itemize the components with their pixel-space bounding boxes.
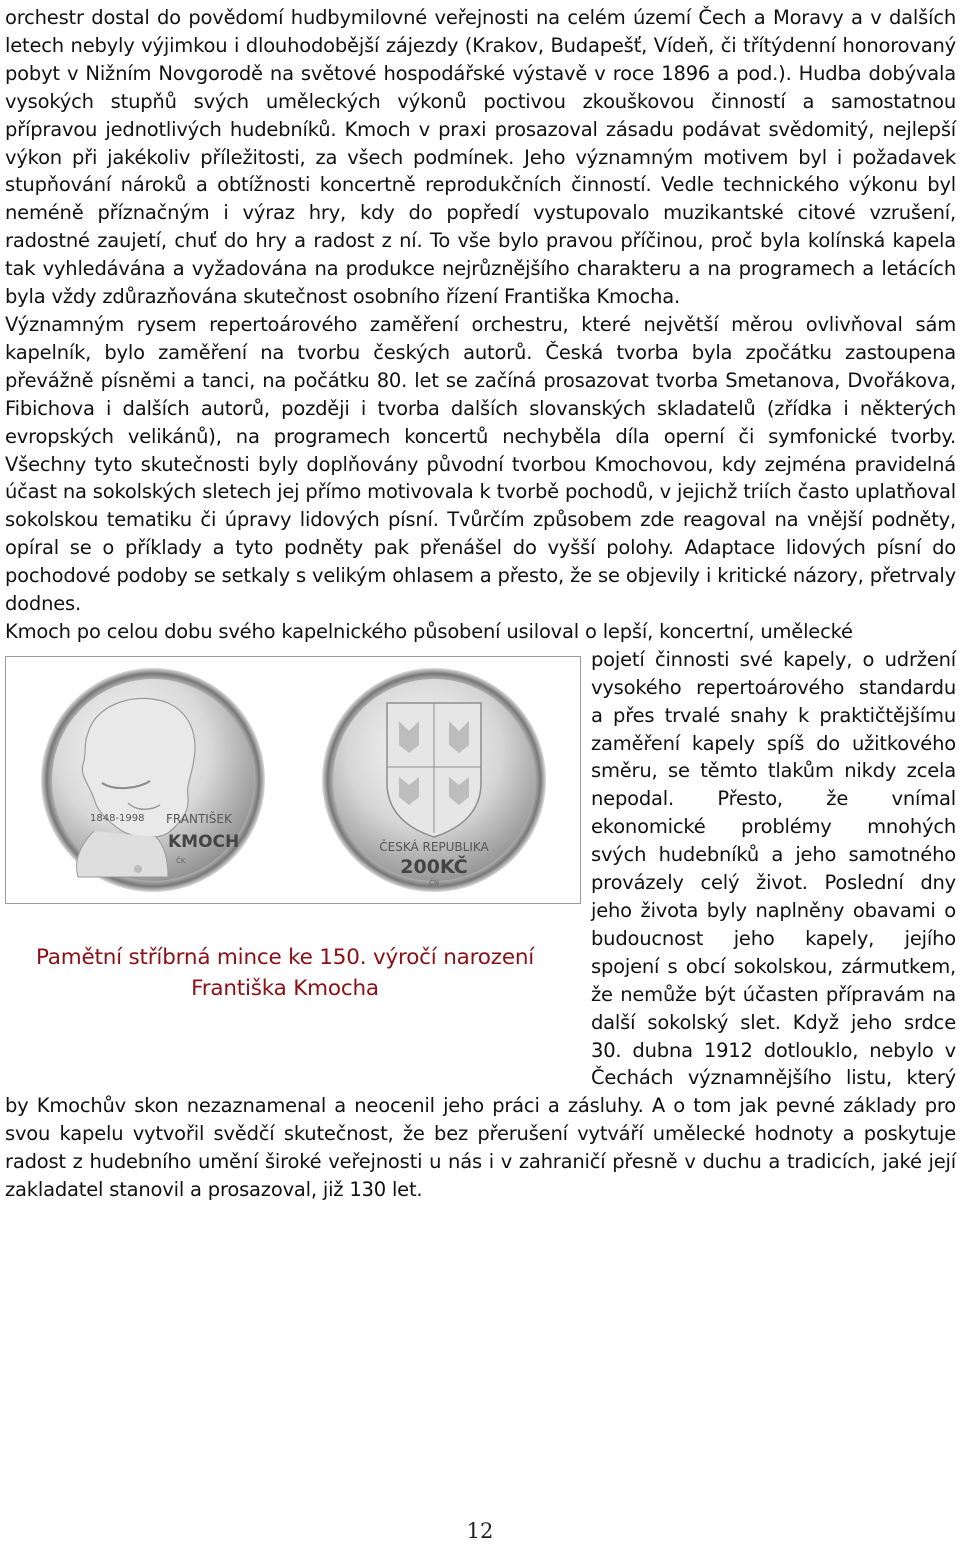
coin-designer-mark: ČK xyxy=(175,856,185,865)
paragraph-orchestra-reputation: orchestr dostal do povědomí hudbymilovné veřejnosti na celém území Čech a Moravy a v dalších letech nebyly výjimkou i dlouhodobější zájezdy (Krakov, Budapešť, Vídeň, či třítýdenní honorovaný pobyt v Nižním Novgorodě na světové hospodářské výstavě v roce 1896 a pod.). Hudba dobývala vysokých stupňů svých uměleckých výkonů poctivou zkouškovou činností a samostatnou přípravou jednotlivých hudebníků. Kmoch v praxi prosazoval zásadu podávat svědomitý, nejlepší výkon při jakékoliv příležitosti, za všech podmínek. Jeho významným motivem byl i požadavek stupňování nároků a obtížnosti koncertně reprodukčních činností. Vedle technického výkonu byl neméně příznačným i výraz hry, kdy do popředí vystupovalo muzikantské citové vzrušení, radostné zaujetí, chuť do hry a radost z ní. To vše bylo pravou příčinou, proč byla kolínská kapela tak vyhledávána a vyžadována na produkce nejrůznějšího charakteru a na programech a letácích byla vždy zdůrazňována skutečnost osobního řízení Františka Kmocha. xyxy=(5,6,956,309)
figure-caption: Pamětní stříbrná mince ke 150. výročí narození Františka Kmocha xyxy=(35,944,535,1001)
paragraph-kmoch-legacy: pojetí činnosti své kapely, o udržení vysokého repertoárového standardu a přes trvalé snahy k praktičtějšímu zaměření kapely spíš do užitkového směru, se těmto tlakům nikdy zcela nepodal. Přesto, že vnímal ekonomické problémy mnohých svých hudebníků a jeho samotného provázely celý život. Poslední dny jeho života byly naplněny obavami o budoucnost jeho kapely, jejího spojení s obcí sokolskou, zármutkem, že nemůže být účasten přípravám na další sokolský slet. Když jeho srdce 30. dubna 1912 dotlouklo, nebylo v Čechách významnějšího listu, který by Kmochův skon nezaznamenal a neocenil jeho práci a zásluhy. A o tom jak pevné základy pro svou kapelu vytvořil svědčí skutečnost, že bez přerušení vytváří umělecké hodnoty a poskytuje radost z hudebního umění široké veřejnosti u nás i v zahraničí přesně v duchu a tradicích, jaké její zakladatel stanovil a prosazoval, již 130 let. xyxy=(5,647,956,1202)
cloverleaf-icon xyxy=(134,865,142,873)
document-page xyxy=(5,4,956,1204)
coin-obverse-svg xyxy=(18,663,288,897)
coin-last-name: KMOCH xyxy=(167,831,239,852)
coin-photo-frame xyxy=(5,656,581,904)
coin-reverse-svg xyxy=(299,663,569,897)
coin-country: ČESKÁ REPUBLIKA xyxy=(378,839,489,854)
coin-obverse-image xyxy=(12,663,293,897)
coin-years: 1848-1998 xyxy=(89,812,145,824)
coin-reverse-image xyxy=(293,663,574,897)
paragraph-repertoire: Významným rysem repertoárového zaměření orchestru, které největší měrou ovlivňoval sám kapelník, bylo zaměření na tvorbu českých autorů. Česká tvorba byla zpočátku zastoupena převážně písněmi a tanci, na počátku 80. let se začíná prosazovat tvorba Smetanova, Dvořákova, Fibichova i dalších autorů, později i tvorba dalších slovanských skladatelů (zřídka i některých evropských velikánů), na programech koncertů nechyběla díla operní či symfonické tvorby. Všechny tyto skutečnosti byly doplňovány původní tvorbou Kmochovou, kdy zejména pravidelná účast na sokolských sletech jej přímo motivovala k tvorbě pochodů, v jejichž triích často uplatňoval sokolskou tematiku či úpravy lidových písní. Tvůrčím způsobem zde reagoval na vnější podněty, opíral se o příklady a tyto podněty pak přenášel do vyšší polohy. Adaptace lidových písní do pochodové podoby se setkaly s velikým ohlasem a přesto, že se objevily i kritické názory, přetrvaly dodnes. xyxy=(5,312,956,616)
coin-value: 200KČ xyxy=(399,855,468,878)
coin-figure xyxy=(5,646,583,1072)
paragraph-intro-line: Kmoch po celou dobu svého kapelnického působení usiloval o lepší, koncertní, umělecké xyxy=(5,619,853,643)
page-number: 12 xyxy=(466,1519,494,1543)
coin-mint-mark: ČN xyxy=(428,878,439,887)
coin-first-name: FRANTIŠEK xyxy=(165,811,232,826)
